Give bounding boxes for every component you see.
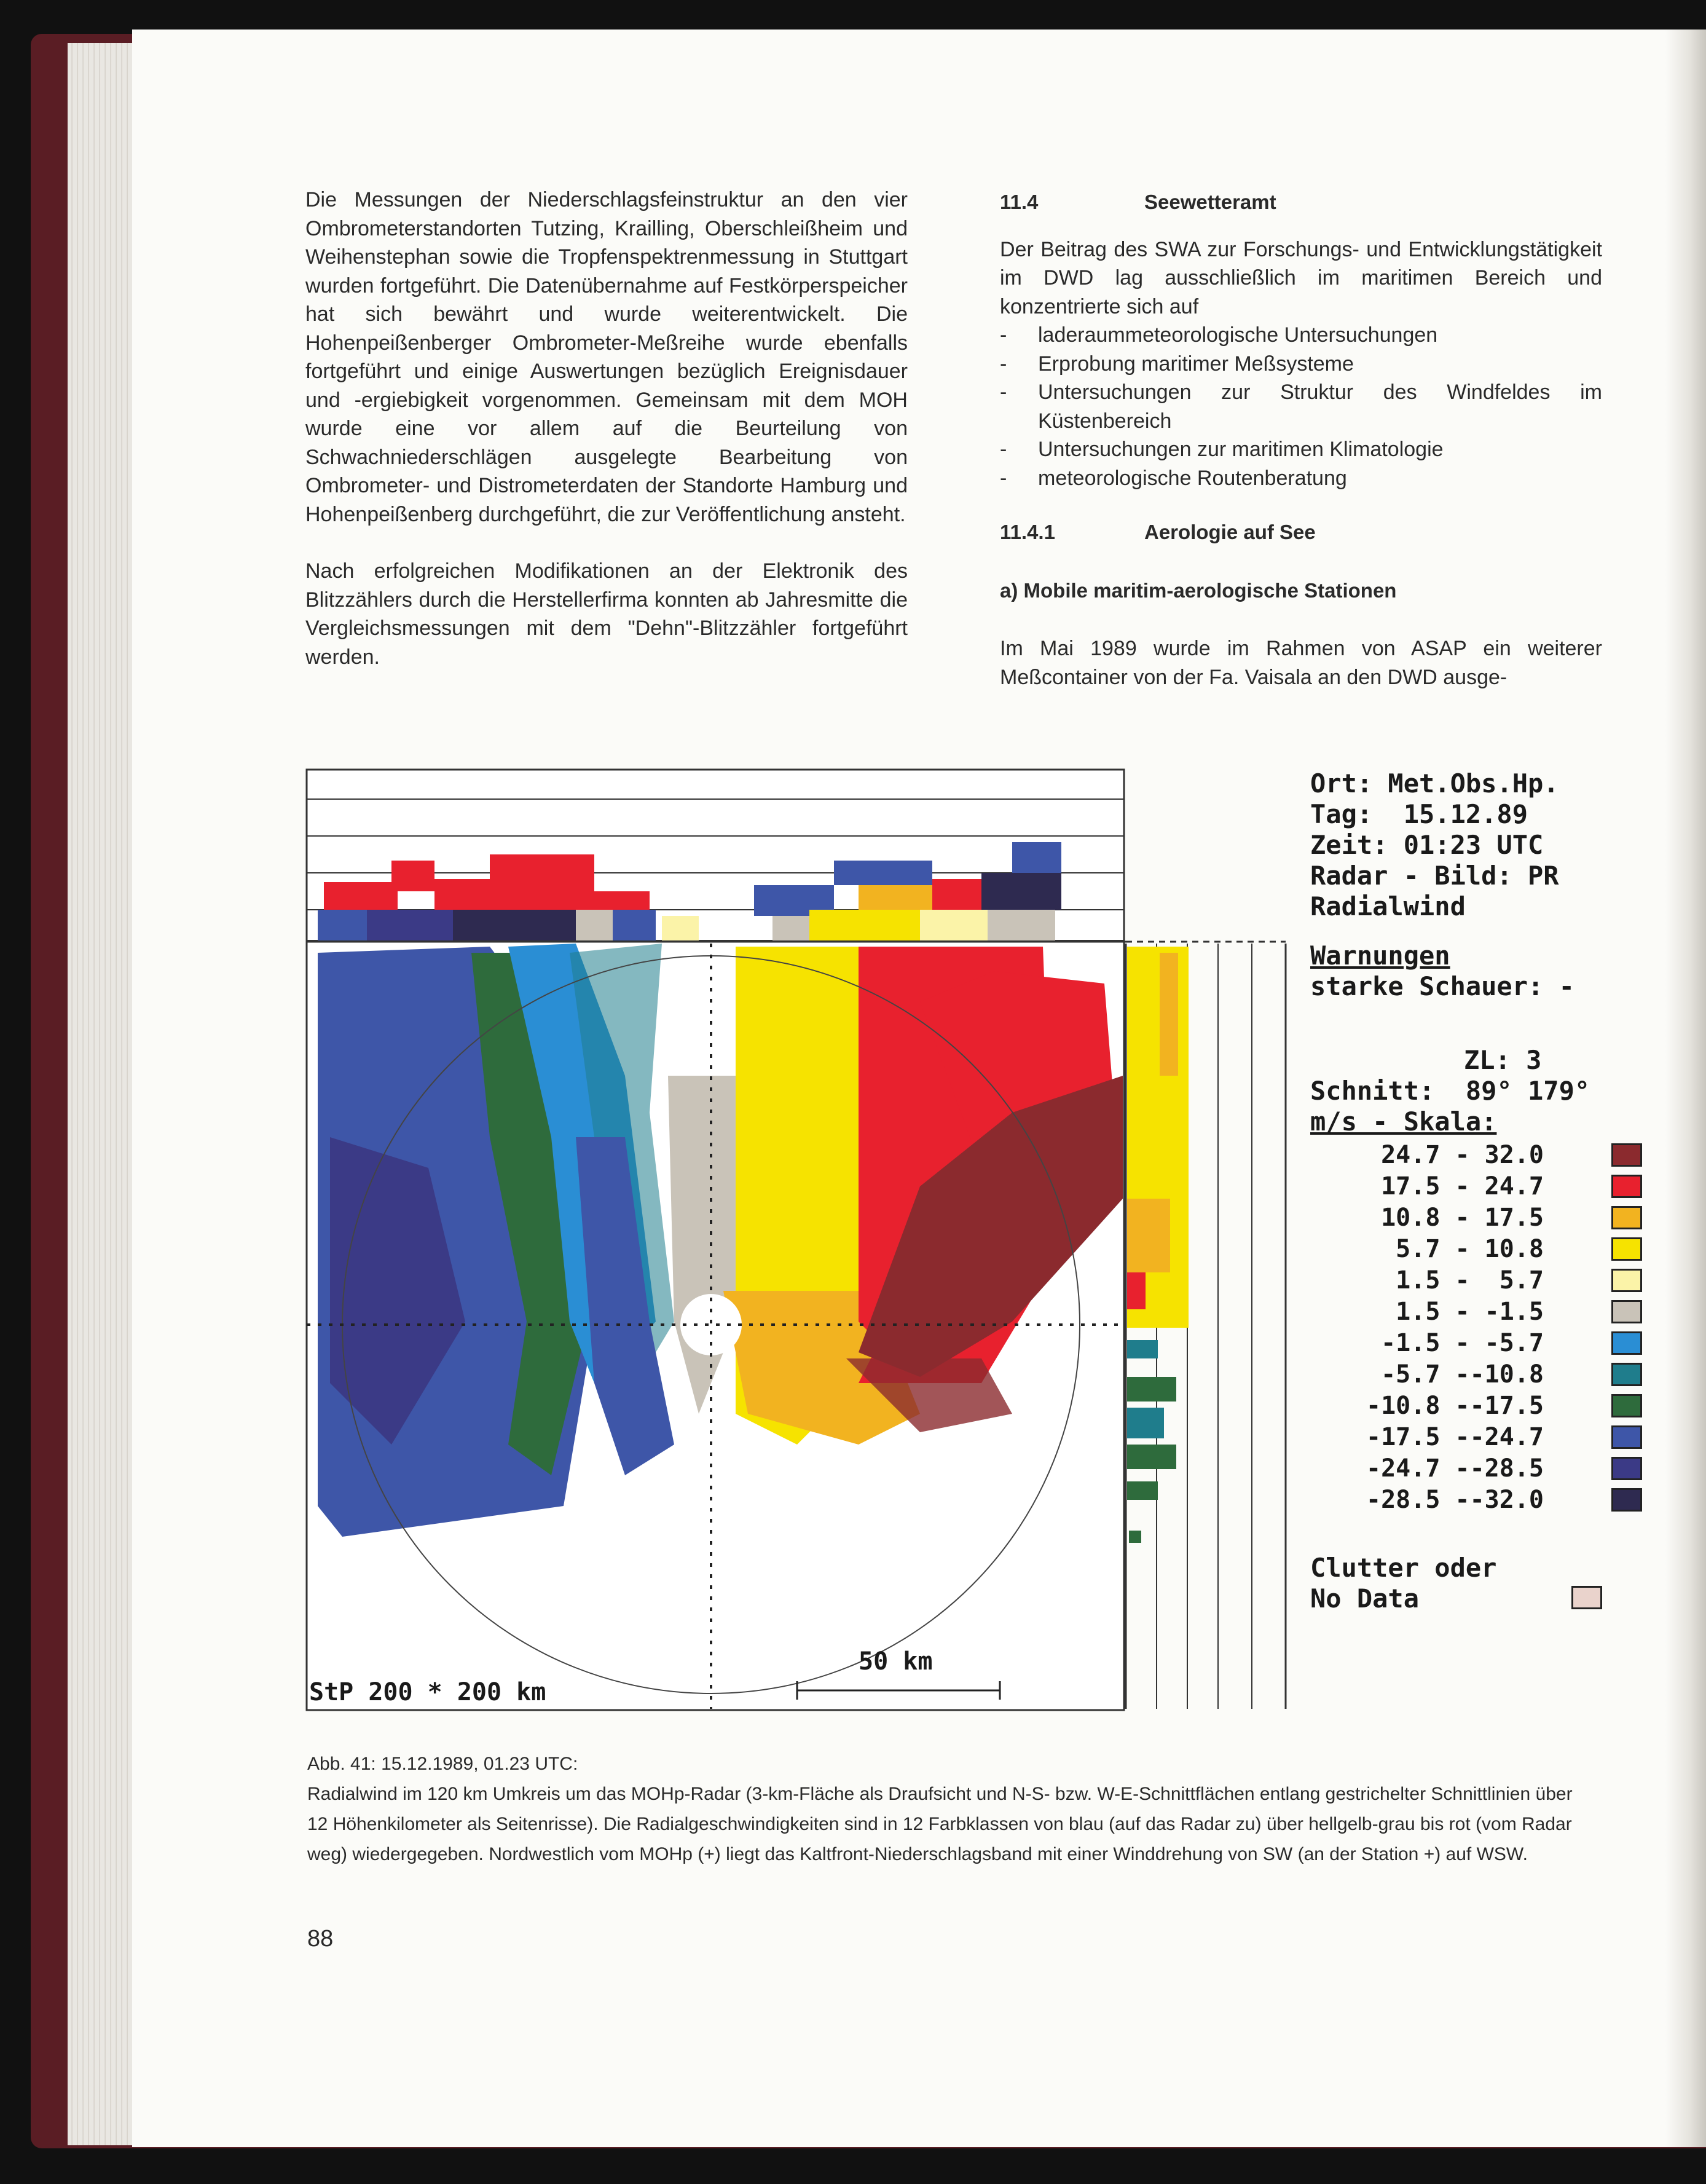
- legend-row: [1310, 1172, 1642, 1203]
- figure-caption: [307, 1749, 1598, 1869]
- caption-title: Abb. 41: 15.12.1989, 01.23 UTC:: [307, 1754, 578, 1774]
- legend-swatch: [1611, 1143, 1642, 1167]
- legend-row: [1310, 1141, 1642, 1172]
- list-item: - meteorologische Routenberatung: [1000, 464, 1602, 493]
- clutter-row: [1310, 1583, 1602, 1614]
- info-product: Radialwind: [1310, 891, 1466, 921]
- right-column: [1000, 188, 1602, 692]
- legend-swatch: [1611, 1300, 1642, 1323]
- warnings-line: starke Schauer: -: [1310, 971, 1574, 1001]
- list-item: - Erprobung maritimer Meßsysteme: [1000, 350, 1602, 379]
- left-column: [305, 186, 908, 671]
- legend-range: -28.5 --32.0: [1366, 1486, 1544, 1514]
- legend-range: -17.5 --24.7: [1366, 1423, 1544, 1451]
- clutter-label-line2: No Data: [1310, 1583, 1420, 1614]
- clutter-label-line1: Clutter oder: [1310, 1553, 1497, 1583]
- info-time: Zeit: 01:23 UTC: [1310, 830, 1544, 860]
- section-heading-11-4-1: [1000, 518, 1602, 547]
- zl-value: ZL: 3: [1464, 1045, 1542, 1075]
- research-list: [1000, 321, 1602, 492]
- left-paragraph-2: Nach erfolgreichen Modifikationen an der Elektronik des Blitzzählers durch die Herstellerfirma konnten ab Jahresmitte die Vergleichsmessungen mit dem "Dehn"-Blitzzähler fortgeführt werden.: [305, 559, 908, 669]
- legend-row: [1310, 1204, 1642, 1234]
- list-item: - Untersuchungen zur Struktur des Windfeldes im Küstenbereich: [1000, 378, 1602, 435]
- legend-swatch: [1611, 1394, 1642, 1417]
- left-paragraph-1: Die Messungen der Niederschlagsfeinstruktur an den vier Ombrometerstandorten Tutzing, Krailling, Oberschleißheim und Weihenstephan sowie die Tropfenspektrenmessung in Stuttgart wurden fortgeführt. Die Datenübernahme auf Festkörperspeicher hat sich bewährt und wurde weiterentwickelt. Die Hohenpeißenberger Ombrometer-Meßreihe wurde ebenfalls fortgeführt und einige Auswertungen bezüglich Ereignisdauer und -ergiebigkeit vorgenommen. Gemeinsam mit dem MOH wurde eine vor allem auf die Beurteilung von Schwachniederschlägen ausgelegte Bearbeitung von Ombrometer- und Distrometerdaten der Standorte Hamburg und Hohenpeißenberg durchgeführt, die zur Veröffentlichung ansteht.: [305, 188, 908, 526]
- section-number: 11.4.1: [1000, 521, 1055, 543]
- legend-swatch: [1611, 1425, 1642, 1449]
- legend-row: [1310, 1329, 1642, 1360]
- scale-bar-label: 50 km: [859, 1647, 933, 1676]
- scale-title: m/s - Skala:: [1310, 1106, 1497, 1137]
- legend-swatch: [1611, 1237, 1642, 1261]
- legend-swatch: [1611, 1363, 1642, 1386]
- legend-swatch: [1611, 1331, 1642, 1355]
- legend-swatch: [1611, 1488, 1642, 1512]
- legend-row: [1310, 1266, 1642, 1297]
- legend-row: [1310, 1454, 1642, 1485]
- section-heading-11-4: [1000, 188, 1602, 217]
- swa-intro: Der Beitrag des SWA zur Forschungs- und Entwicklungstätigkeit im DWD lag ausschließlich im maritimen Bereich und konzentrierte sich auf: [1000, 237, 1602, 318]
- page-number: 88: [307, 1926, 334, 1952]
- legend-range: -10.8 --17.5: [1366, 1392, 1544, 1420]
- info-date: Tag: 15.12.89: [1310, 799, 1528, 829]
- section-title: Aerologie auf See: [1144, 521, 1316, 543]
- page-stack-edge: [68, 43, 135, 2145]
- clutter-swatch: [1571, 1586, 1602, 1609]
- area-label: StP 200 * 200 km: [309, 1678, 546, 1706]
- legend-range: 1.5 - -1.5: [1381, 1298, 1544, 1326]
- legend-row: [1310, 1423, 1642, 1454]
- section-number: 11.4: [1000, 191, 1039, 213]
- legend-row: [1310, 1486, 1642, 1516]
- legend-row: [1310, 1392, 1642, 1422]
- legend-swatch: [1611, 1457, 1642, 1480]
- legend-range: -24.7 --28.5: [1366, 1454, 1544, 1483]
- info-image-type: Radar - Bild: PR: [1310, 861, 1559, 891]
- legend-swatch: [1611, 1269, 1642, 1292]
- legend-range: -1.5 - -5.7: [1381, 1329, 1544, 1357]
- legend-range: 5.7 - 10.8: [1381, 1235, 1544, 1263]
- legend-range: 17.5 - 24.7: [1381, 1172, 1544, 1200]
- info-panel: [1310, 768, 1599, 1614]
- legend-range: 24.7 - 32.0: [1381, 1141, 1544, 1169]
- list-item: - Untersuchungen zur maritimen Klimatologie: [1000, 435, 1602, 464]
- info-location: Ort: Met.Obs.Hp.: [1310, 768, 1559, 798]
- right-section-profile: [1126, 942, 1286, 1709]
- subsection-heading: a) Mobile maritim-aerologische Stationen: [1000, 578, 1397, 602]
- legend-range: 1.5 - 5.7: [1381, 1266, 1544, 1295]
- legend-range: -5.7 --10.8: [1381, 1360, 1544, 1389]
- legend-row: [1310, 1298, 1642, 1328]
- legend-swatch: [1611, 1175, 1642, 1198]
- page-gutter-shadow: [1665, 30, 1706, 2147]
- cross-section-angles: Schnitt: 89° 179°: [1310, 1076, 1590, 1106]
- asap-paragraph: Im Mai 1989 wurde im Rahmen von ASAP ein weiterer Meßcontainer von der Fa. Vaisala an den DWD ausge-: [1000, 637, 1602, 689]
- section-title: Seewetteramt: [1144, 191, 1276, 213]
- legend-range: 10.8 - 17.5: [1381, 1204, 1544, 1232]
- legend-row: [1310, 1235, 1642, 1266]
- caption-text: Radialwind im 120 km Umkreis um das MOHp-Radar (3-km-Fläche als Draufsicht und N-S- bzw. W-E-Schnittflächen entlang gestrichelter Schnittlinien über 12 Höhenkilometer als Seitenrisse). Die Radialgeschwindigkeiten sind in 12 Farbklassen von blau (auf das Radar zu) über hellgelb-grau bis rot (vom Radar weg) wiedergegeben. Nordwestlich vom MOHp (+) liegt das Kaltfront-Niederschlagsband mit einer Winddrehung von SW (an der Station +) auf WSW.: [307, 1784, 1573, 1864]
- legend-swatch: [1611, 1206, 1642, 1229]
- legend-row: [1310, 1360, 1642, 1391]
- radar-figure: [305, 768, 1602, 1715]
- warnings-title: Warnungen: [1310, 940, 1450, 971]
- velocity-legend: [1310, 1141, 1599, 1522]
- list-item: - laderaummeteorologische Untersuchungen: [1000, 321, 1602, 350]
